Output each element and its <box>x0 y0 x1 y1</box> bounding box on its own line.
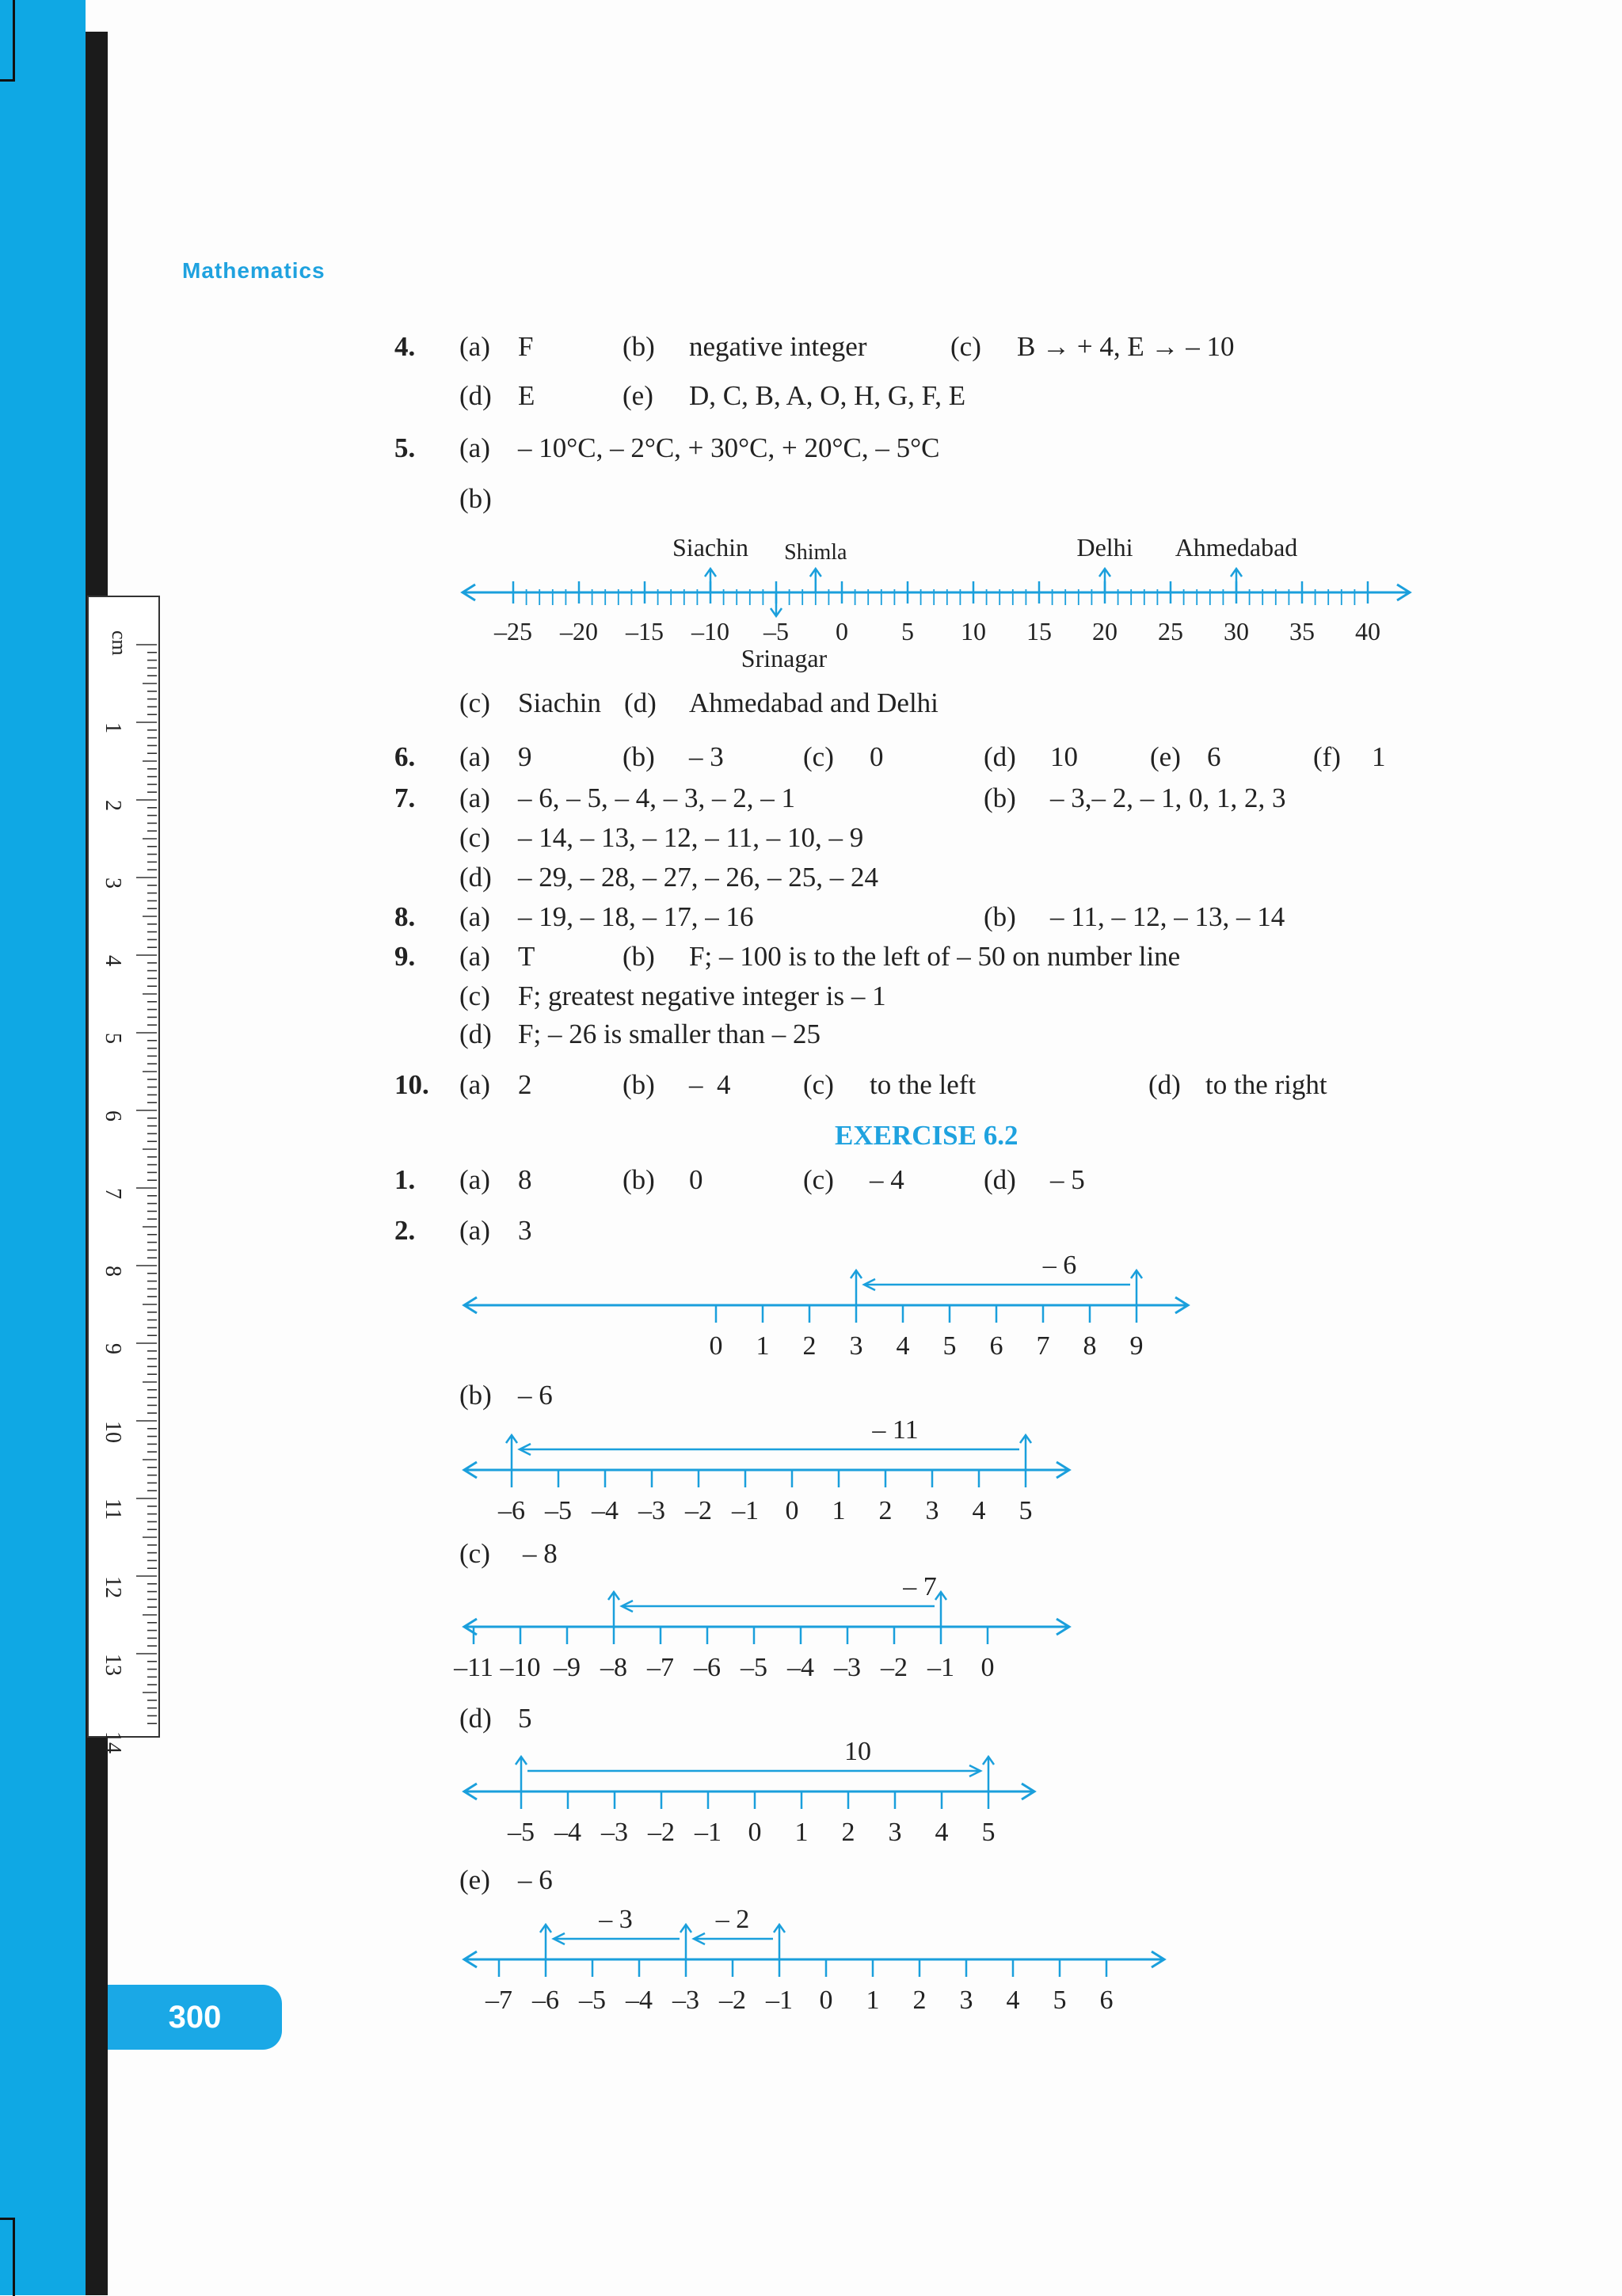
q8-a-answer: – 19, – 18, – 17, – 16 <box>518 901 754 932</box>
tick-label: 2 <box>878 1496 893 1525</box>
q6-b-label: (b) <box>623 741 655 772</box>
q9-a-label: (a) <box>459 941 490 972</box>
tick-label: 0 <box>748 1818 762 1847</box>
ruler <box>87 596 160 1753</box>
tick-label: –3 <box>834 1653 861 1682</box>
q4-e-label: (e) <box>623 380 653 411</box>
q6-a-answer: 9 <box>518 741 532 772</box>
tick-label: 3 <box>849 1331 863 1361</box>
jump-label: 10 <box>844 1737 871 1766</box>
ruler-number: 7 <box>101 1188 125 1199</box>
q4-a-answer: F <box>518 331 534 362</box>
e1-c-answer: – 4 <box>870 1164 904 1195</box>
e2-b-label: (b) <box>459 1380 492 1411</box>
q4-b-label: (b) <box>623 331 655 362</box>
e2-e-label: (e) <box>459 1864 490 1895</box>
tick-label: 0 <box>709 1331 723 1361</box>
e2-c-label: (c) <box>459 1538 490 1569</box>
q10-c-label: (c) <box>803 1069 834 1100</box>
tick-label: –15 <box>626 617 664 645</box>
question-4-number: 4. <box>394 331 416 362</box>
q6-f-label: (f) <box>1313 741 1341 772</box>
question-7-number: 7. <box>394 782 416 813</box>
q8-b-answer: – 11, – 12, – 13, – 14 <box>1050 901 1285 932</box>
q6-d-answer: 10 <box>1050 741 1078 772</box>
side-margin-bar <box>0 0 86 2295</box>
tick-label: –4 <box>554 1818 581 1847</box>
tick-label: –2 <box>685 1496 712 1525</box>
number-line-a <box>451 1236 1196 1370</box>
tick-label: 7 <box>1036 1331 1050 1361</box>
q10-a-answer: 2 <box>518 1069 532 1100</box>
number-line-c <box>451 1557 1077 1692</box>
tick-label: –6 <box>498 1496 525 1525</box>
q7-c-answer: – 14, – 13, – 12, – 11, – 10, – 9 <box>518 822 864 853</box>
e1-d-label: (d) <box>984 1164 1016 1195</box>
q4-d-answer: E <box>518 380 535 411</box>
number-line-e <box>451 1883 1172 2026</box>
q4-c-label: (c) <box>950 331 981 362</box>
tick-label: 40 <box>1355 617 1380 645</box>
tick-label: –5 <box>763 617 789 645</box>
tick-label: –20 <box>560 617 598 645</box>
e1-a-answer: 8 <box>518 1164 532 1195</box>
marker-label-shimla: Shimla <box>784 540 847 565</box>
tick-label: –5 <box>579 1986 606 2015</box>
q6-f-answer: 1 <box>1372 741 1386 772</box>
tick-label: 6 <box>1099 1986 1114 2015</box>
ruler-number: 12 <box>101 1576 125 1598</box>
jump-label: – 6 <box>1042 1251 1077 1280</box>
ruler-number: 13 <box>101 1654 125 1676</box>
ruler-number: 4 <box>101 955 125 966</box>
tick-label: 1 <box>756 1331 770 1361</box>
tick-label: –1 <box>732 1496 759 1525</box>
q7-b-answer: – 3,– 2, – 1, 0, 1, 2, 3 <box>1050 782 1286 813</box>
q8-a-label: (a) <box>459 901 490 932</box>
q5-c-answer: Siachin <box>518 687 601 718</box>
ruler-number: 8 <box>101 1266 125 1277</box>
e1-b-answer: 0 <box>689 1164 703 1195</box>
page-header: Mathematics <box>182 258 326 283</box>
tick-label: –3 <box>601 1818 628 1847</box>
question-9-number: 9. <box>394 941 416 972</box>
q5-c-label: (c) <box>459 687 490 718</box>
jump-label: – 11 <box>872 1415 919 1445</box>
q7-c-label: (c) <box>459 822 490 853</box>
e2-b-answer: – 6 <box>518 1380 553 1411</box>
q7-a-label: (a) <box>459 782 490 813</box>
question-10-number: 10. <box>394 1069 429 1100</box>
q10-b-answer: – 4 <box>689 1069 731 1100</box>
tick-label: 20 <box>1092 617 1118 645</box>
tick-label: 4 <box>972 1496 986 1525</box>
tick-label: 5 <box>1053 1986 1067 2015</box>
tick-label: 30 <box>1224 617 1249 645</box>
e1-b-label: (b) <box>623 1164 655 1195</box>
tick-label: –4 <box>626 1986 653 2015</box>
e2-e-answer: – 6 <box>518 1864 553 1895</box>
q5-d-label: (d) <box>624 687 657 718</box>
question-5-number: 5. <box>394 432 416 463</box>
tick-label: –5 <box>508 1818 535 1847</box>
ruler-number: 14 <box>101 1731 125 1753</box>
tick-label: –1 <box>766 1986 793 2015</box>
e1-a-label: (a) <box>459 1164 490 1195</box>
tick-label: 1 <box>866 1986 880 2015</box>
tick-label: 5 <box>942 1331 957 1361</box>
q5-a-label: (a) <box>459 432 490 463</box>
ruler-number: 9 <box>101 1343 125 1354</box>
jump-label: – 3 <box>599 1905 633 1934</box>
q4-e-answer: D, C, B, A, O, H, G, F, E <box>689 380 966 411</box>
number-line-d <box>451 1723 1053 1858</box>
q9-b-label: (b) <box>623 941 655 972</box>
tick-label: –2 <box>719 1986 746 2015</box>
jump-label: – 2 <box>715 1905 750 1934</box>
tick-label: 0 <box>980 1653 995 1682</box>
tick-label: 0 <box>819 1986 833 2015</box>
tick-label: 0 <box>785 1496 799 1525</box>
tick-label: 4 <box>1006 1986 1020 2015</box>
tick-label: –4 <box>592 1496 619 1525</box>
tick-label: 1 <box>832 1496 846 1525</box>
q7-a-answer: – 6, – 5, – 4, – 3, – 2, – 1 <box>518 782 795 813</box>
q10-d-label: (d) <box>1148 1069 1181 1100</box>
ruler-number: 11 <box>101 1498 125 1520</box>
tick-label: 5 <box>981 1818 996 1847</box>
q6-b-answer: – 3 <box>689 741 724 772</box>
tick-label: –25 <box>494 617 532 645</box>
tick-label: –5 <box>545 1496 572 1525</box>
q6-c-answer: 0 <box>870 741 884 772</box>
q5-d-answer: Ahmedabad and Delhi <box>689 687 939 718</box>
tick-label: –6 <box>694 1653 721 1682</box>
q9-c-answer: F; greatest negative integer is – 1 <box>518 980 886 1011</box>
tick-label: –11 <box>454 1653 493 1682</box>
q6-e-answer: 6 <box>1207 741 1221 772</box>
crop-mark-top <box>0 0 15 82</box>
marker-label-srinagar: Srinagar <box>741 644 828 672</box>
question-8-number: 8. <box>394 901 416 932</box>
e2-a-label: (a) <box>459 1215 490 1246</box>
marker-label-siachin: Siachin <box>672 533 748 562</box>
q10-c-answer: to the left <box>870 1069 977 1100</box>
tick-label: 2 <box>912 1986 927 2015</box>
ruler-graphic <box>89 597 158 1753</box>
ruler-unit: cm <box>108 630 131 656</box>
q9-d-label: (d) <box>459 1019 492 1049</box>
tick-label: –8 <box>600 1653 627 1682</box>
temperature-number-line <box>444 531 1426 673</box>
e2-a-answer: 3 <box>518 1215 532 1246</box>
ruler-number: 10 <box>101 1421 125 1443</box>
tick-label: –7 <box>647 1653 674 1682</box>
q9-b-answer: F; – 100 is to the left of – 50 on number line <box>689 941 1181 972</box>
q9-a-answer: T <box>518 941 535 972</box>
q4-a-label: (a) <box>459 331 490 362</box>
q6-c-label: (c) <box>803 741 834 772</box>
ruler-number: 1 <box>101 722 125 733</box>
crop-mark-bottom <box>0 2218 15 2296</box>
tick-label: –10 <box>500 1653 541 1682</box>
q7-d-label: (d) <box>459 862 492 893</box>
q4-c-answer: B → + 4, E → – 10 <box>1017 331 1235 362</box>
exercise-q2-number: 2. <box>394 1215 416 1246</box>
e1-d-answer: – 5 <box>1050 1164 1085 1195</box>
ruler-number: 5 <box>101 1033 125 1044</box>
q6-a-label: (a) <box>459 741 490 772</box>
tick-label: 9 <box>1129 1331 1144 1361</box>
exercise-title: EXERCISE 6.2 <box>835 1120 1019 1151</box>
tick-label: –6 <box>532 1986 559 2015</box>
tick-label: –5 <box>741 1653 767 1682</box>
ruler-number: 6 <box>101 1110 125 1121</box>
tick-label: –7 <box>485 1986 512 2015</box>
ruler-number: 2 <box>101 800 125 811</box>
jump-label: – 7 <box>903 1572 937 1601</box>
tick-label: 8 <box>1083 1331 1097 1361</box>
q8-b-label: (b) <box>984 901 1016 932</box>
marker-label-ahmedabad: Ahmedabad <box>1175 533 1298 562</box>
tick-label: 4 <box>935 1818 949 1847</box>
tick-label: –9 <box>554 1653 581 1682</box>
tick-label: –3 <box>638 1496 665 1525</box>
tick-label: 3 <box>888 1818 902 1847</box>
tick-label: –10 <box>691 617 729 645</box>
number-line-b <box>451 1402 1077 1536</box>
e2-c-answer: – 8 <box>523 1538 558 1569</box>
question-6-number: 6. <box>394 741 416 772</box>
tick-label: 3 <box>925 1496 939 1525</box>
page-number-badge: 300 <box>108 1985 282 2050</box>
q10-d-answer: to the right <box>1205 1069 1327 1100</box>
tick-label: 15 <box>1026 617 1052 645</box>
tick-label: –1 <box>695 1818 722 1847</box>
tick-label: 1 <box>794 1818 809 1847</box>
tick-label: 6 <box>989 1331 1003 1361</box>
q4-b-answer: negative integer <box>689 331 867 362</box>
tick-label: 3 <box>959 1986 973 2015</box>
tick-label: 0 <box>836 617 848 645</box>
q10-b-label: (b) <box>623 1069 655 1100</box>
q9-d-answer: F; – 26 is smaller than – 25 <box>518 1019 821 1049</box>
marker-label-delhi: Delhi <box>1076 533 1133 562</box>
tick-label: 35 <box>1289 617 1315 645</box>
e2-d-label: (d) <box>459 1703 492 1734</box>
tick-label: 25 <box>1158 617 1183 645</box>
e2-d-answer: 5 <box>518 1703 532 1734</box>
tick-label: 10 <box>961 617 986 645</box>
q7-b-label: (b) <box>984 782 1016 813</box>
tick-label: –2 <box>648 1818 675 1847</box>
tick-label: –3 <box>672 1986 699 2015</box>
q9-c-label: (c) <box>459 980 490 1011</box>
tick-label: 4 <box>896 1331 910 1361</box>
q7-d-answer: – 29, – 28, – 27, – 26, – 25, – 24 <box>518 862 878 893</box>
q4-d-label: (d) <box>459 380 492 411</box>
q6-e-label: (e) <box>1150 741 1181 772</box>
tick-label: 2 <box>802 1331 817 1361</box>
q6-d-label: (d) <box>984 741 1016 772</box>
tick-label: 5 <box>901 617 914 645</box>
exercise-q1-number: 1. <box>394 1164 416 1195</box>
tick-label: 5 <box>1019 1496 1033 1525</box>
tick-label: 2 <box>841 1818 855 1847</box>
tick-label: –1 <box>927 1653 954 1682</box>
q10-a-label: (a) <box>459 1069 490 1100</box>
tick-label: –4 <box>787 1653 814 1682</box>
tick-label: –2 <box>881 1653 908 1682</box>
e1-c-label: (c) <box>803 1164 834 1195</box>
q5-b-label: (b) <box>459 483 492 514</box>
ruler-number: 3 <box>101 878 125 889</box>
q5-a-answer: – 10°C, – 2°C, + 30°C, + 20°C, – 5°C <box>518 432 940 463</box>
